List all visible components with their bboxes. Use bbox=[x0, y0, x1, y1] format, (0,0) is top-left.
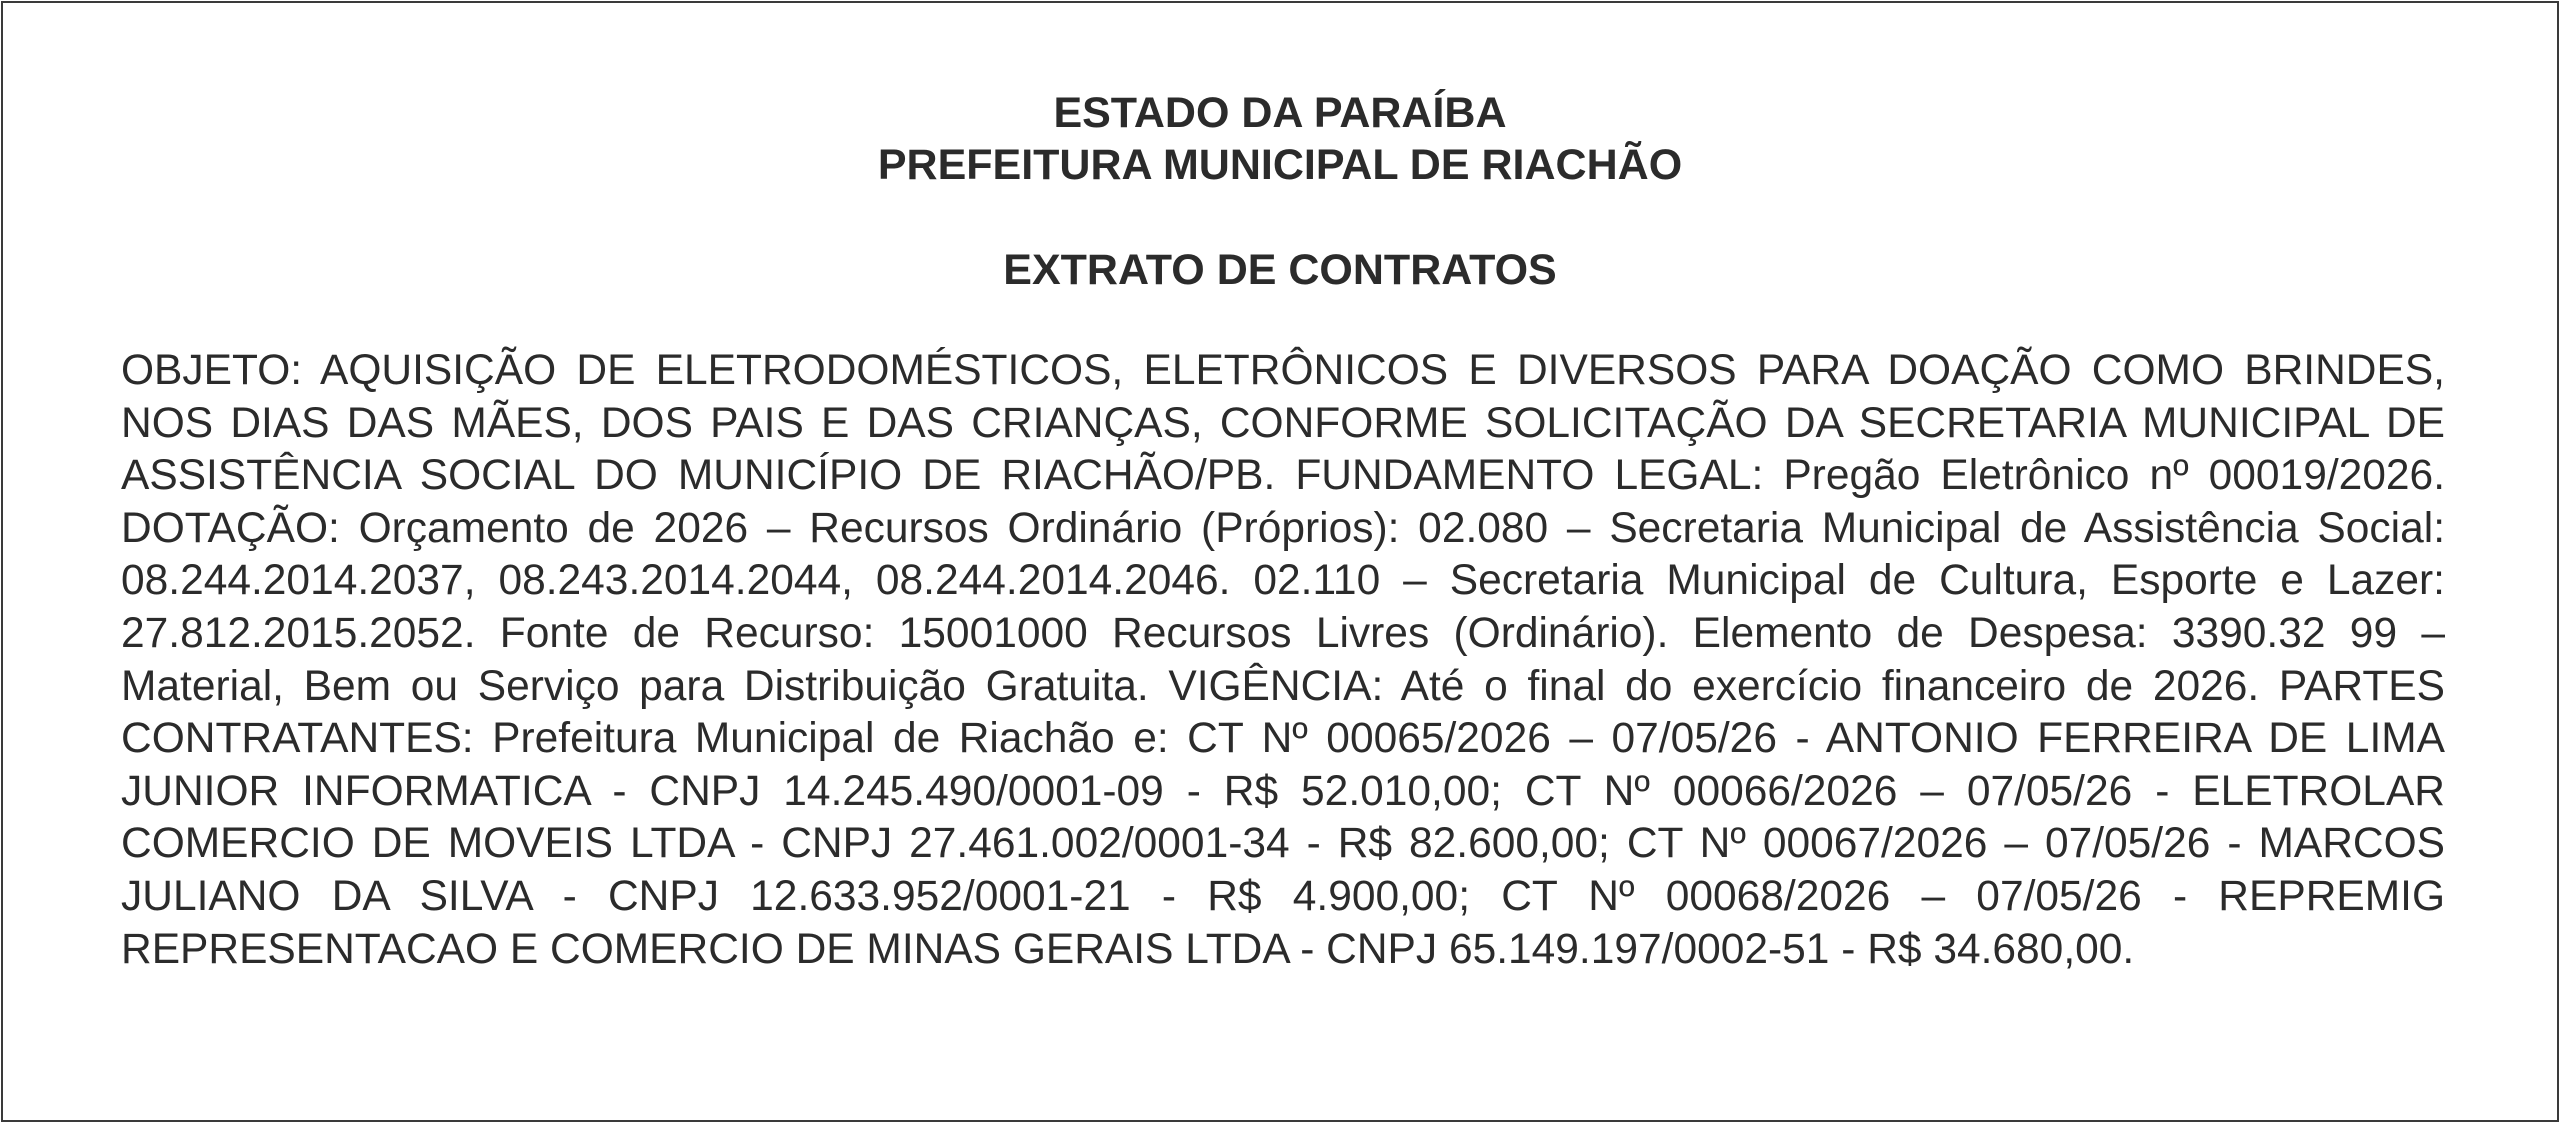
state-heading: ESTADO DA PARAÍBA bbox=[1053, 89, 1507, 137]
document-frame bbox=[1, 1, 2559, 1122]
municipality-heading: PREFEITURA MUNICIPAL DE RIACHÃO bbox=[877, 141, 1683, 189]
contract-extract-body: OBJETO: AQUISIÇÃO DE ELETRODOMÉSTICOS, ELETRÔNICOS E DIVERSOS PARA DOAÇÃO COMO BRINDES, NOS DIAS DAS MÃES, DOS PAIS E DAS CRIANÇAS, CONFORME SOLICITAÇÃO DA SECRETARIA MUNICIPAL DE ASSISTÊNCIA SOCIAL DO MUNICÍPIO DE RIACHÃO/PB. FUNDAMENTO LEGAL: Pregão Eletrônico nº 00019/2026. DOTAÇÃO: Orçamento de 2026 – Recursos Ordinário (Próprios): 02.080 – Secretaria Municipal de Assistência Social: 08.244.2014.2037, 08.243.2014.2044, 08.244.2014.2046. 02.110 – Secretaria Municipal de Cultura, Esporte e Lazer: 27.812.2015.2052. Fonte de Recurso: 15001000 Recursos Livres (Ordinário). Elemento de Despesa: 3390.32 99 – Material, Bem ou Serviço para Distribuição Gratuita. VIGÊNCIA: Até o final do exercício financeiro de 2026. PARTES CONTRATANTES: Prefeitura Municipal de Riachão e: CT Nº 00065/2026 – 07/05/26 - ANTONIO FERREIRA DE LIMA JUNIOR INFORMATICA - CNPJ 14.245.490/0001-09 - R$ 52.010,00; CT Nº 00066/2026 – 07/05/26 - ELETROLAR COMERCIO DE MOVEIS LTDA - CNPJ 27.461.002/0001-34 - R$ 82.600,00; CT Nº 00067/2026 – 07/05/26 - MARCOS JULIANO DA SILVA - CNPJ 12.633.952/0001-21 - R$ 4.900,00; CT Nº 00068/2026 – 07/05/26 - REPREMIG REPRESENTACAO E COMERCIO DE MINAS GERAIS LTDA - CNPJ 65.149.197/0002-51 - R$ 34.680,00. bbox=[121, 347, 2445, 973]
document-title: EXTRATO DE CONTRATOS bbox=[1003, 246, 1557, 294]
